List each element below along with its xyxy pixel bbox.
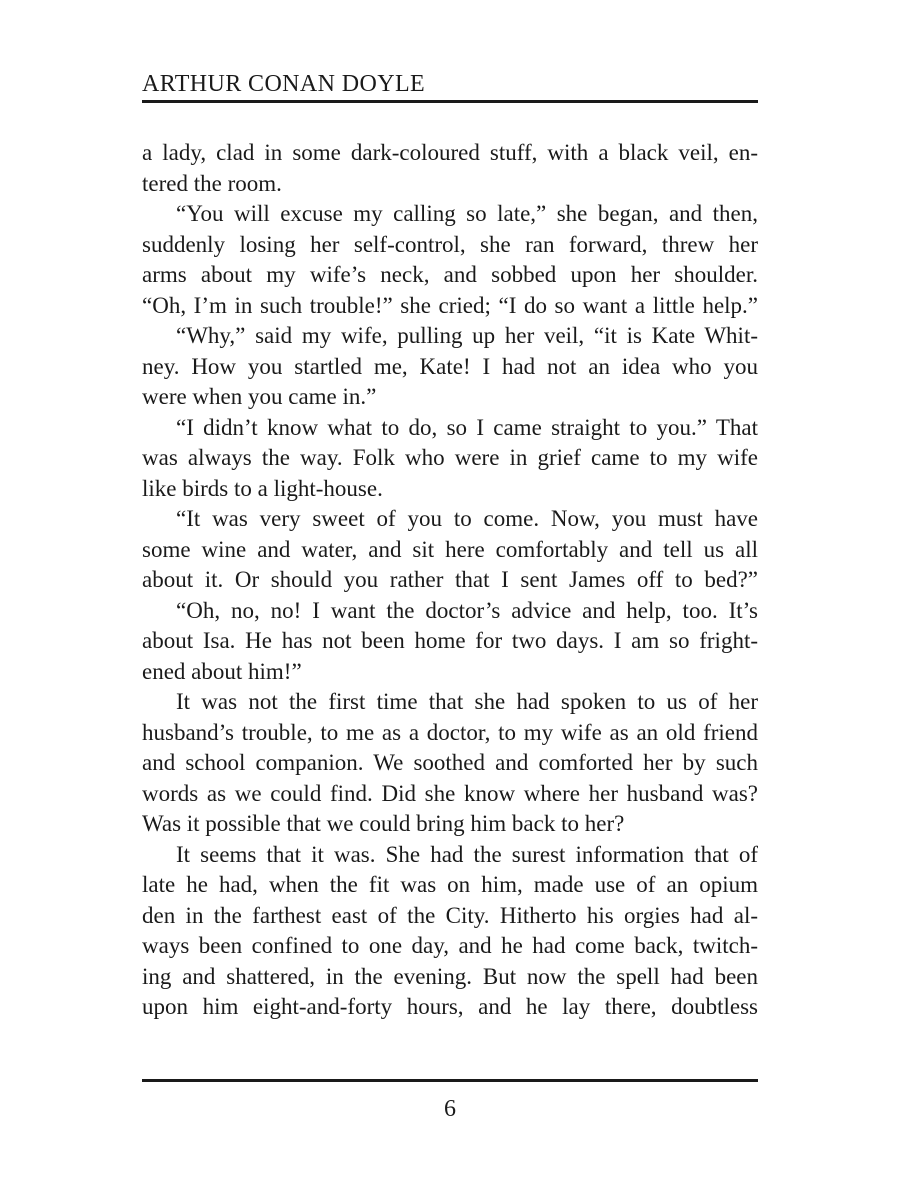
text-line: were when you came in.” — [142, 384, 377, 409]
running-header: ARTHUR CONAN DOYLE — [142, 71, 426, 97]
text-line: It was not the first time that she had spoken to us of her — [176, 689, 758, 714]
text-line: “Why,” said my wife, pulling up her veil, “it is Kate Whit- — [176, 323, 758, 348]
text-line: upon him eight-and-forty hours, and he lay there, doubtless — [142, 994, 758, 1019]
text-line: ney. How you startled me, Kate! I had not an idea who you — [142, 353, 758, 379]
text-line: a lady, clad in some dark-coloured stuff, with a black veil, en- — [142, 140, 758, 165]
text-line: “I didn’t know what to do, so I came straight to you.” That — [176, 414, 758, 440]
text-line: It seems that it was. She had the surest information that of — [176, 841, 758, 867]
page-number: 6 — [444, 1096, 456, 1122]
text-line: about it. Or should you rather that I sent James off to bed?” — [142, 567, 758, 592]
text-line: like birds to a light-house. — [142, 475, 383, 501]
text-line: suddenly losing her self-control, she ran forward, threw her — [142, 231, 758, 257]
text-line: late he had, when the fit was on him, made use of an opium — [142, 872, 758, 897]
text-line: Was it possible that we could bring him back to her? — [142, 811, 625, 836]
text-line: was always the way. Folk who were in grief came to my wife — [142, 445, 758, 470]
text-line: ened about him!” — [142, 658, 302, 684]
text-line: ing and shattered, in the evening. But now the spell had been — [142, 963, 758, 989]
text-line: “You will excuse my calling so late,” she began, and then, — [176, 201, 758, 226]
text-line: den in the farthest east of the City. Hitherto his orgies had al- — [142, 902, 758, 928]
text-line: “Oh, no, no! I want the doctor’s advice and help, too. It’s — [176, 597, 758, 623]
text-line: some wine and water, and sit here comfortably and tell us all — [142, 536, 758, 562]
body-text — [142, 138, 758, 1023]
text-line: tered the room. — [142, 170, 282, 196]
text-line: ways been confined to one day, and he had come back, twitch- — [142, 933, 758, 958]
text-line: “Oh, I’m in such trouble!” she cried; “I do so want a little help.” — [142, 292, 758, 318]
text-line: “It was very sweet of you to come. Now, you must have — [176, 506, 758, 531]
header-rule — [142, 100, 758, 103]
text-line: words as we could find. Did she know where her husband was? — [142, 780, 758, 806]
footer-rule — [142, 1079, 758, 1082]
text-line: about Isa. He has not been home for two days. I am so fright- — [142, 628, 758, 653]
text-line: arms about my wife’s neck, and sobbed upon her shoulder. — [142, 262, 758, 287]
text-line: husband’s trouble, to me as a doctor, to my wife as an old friend — [142, 719, 758, 745]
text-line: and school companion. We soothed and comforted her by such — [142, 750, 758, 775]
